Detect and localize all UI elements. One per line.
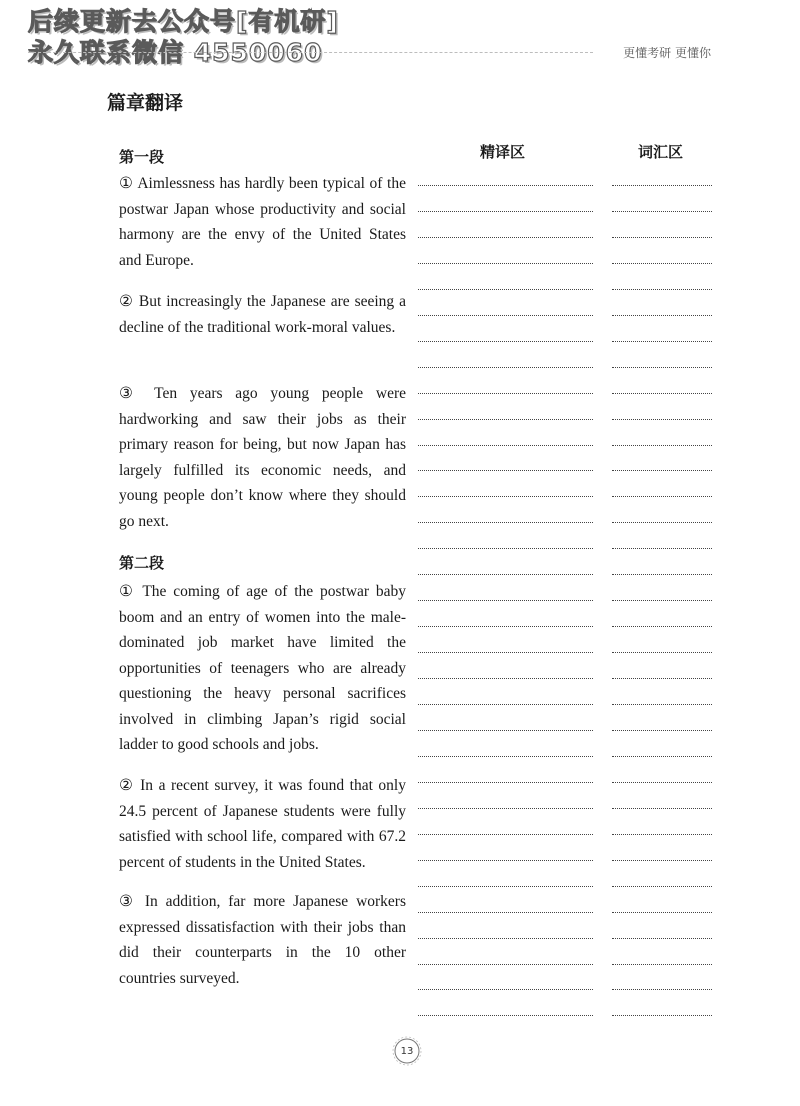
vocabulary-line (612, 808, 712, 809)
translation-line (418, 237, 593, 238)
vocabulary-line (612, 730, 712, 731)
translation-line (418, 445, 593, 446)
vocabulary-line (612, 964, 712, 965)
page-number: 13 (400, 1045, 414, 1057)
translation-line (418, 704, 593, 705)
vocabulary-line (612, 886, 712, 887)
paragraph-title: 第一段 (119, 148, 165, 166)
vocabulary-line (612, 522, 712, 523)
translation-line (418, 678, 593, 679)
vocabulary-line (612, 496, 712, 497)
translation-line (418, 834, 593, 835)
translation-line (418, 730, 593, 731)
header-slogan: 更懂考研 更懂你 (623, 46, 711, 60)
translation-line (418, 912, 593, 913)
translation-line (418, 964, 593, 965)
header-divider (28, 52, 593, 53)
translation-line (418, 574, 593, 575)
translation-line (418, 341, 593, 342)
translation-line (418, 315, 593, 316)
vocabulary-line (612, 574, 712, 575)
vocabulary-line (612, 237, 712, 238)
sentence-text: ① Aimlessness has hardly been typical of the postwar Japan whose productivity and social harmony are the envy of the United States and Europe. (119, 175, 406, 269)
vocabulary-line (612, 860, 712, 861)
vocabulary-line (612, 938, 712, 939)
watermark-line-1: 后续更新去公众号[有机研] (28, 7, 339, 36)
translation-line (418, 626, 593, 627)
vocabulary-line (612, 600, 712, 601)
sentence-text: ③ In addition, far more Japanese workers expressed dissatisfaction with their jobs than did their counterparts in the 10 other countries surveyed. (119, 893, 406, 987)
translation-line (418, 289, 593, 290)
paragraph-title: 第二段 (119, 554, 165, 572)
vocabulary-line (612, 756, 712, 757)
sentence-text: ② But increasingly the Japanese are seeing a decline of the traditional work-moral values. (119, 293, 406, 336)
vocabulary-line (612, 989, 712, 990)
sentence-text: ② In a recent survey, it was found that only 24.5 percent of Japanese students were fully satisfied with school life, compared with 67.2 percent of students in the United States. (119, 777, 406, 871)
translation-line (418, 756, 593, 757)
vocabulary-line (612, 626, 712, 627)
vocabulary-line (612, 1015, 712, 1016)
translation-line (418, 860, 593, 861)
vocabulary-line (612, 185, 712, 186)
section-title: 篇章翻译 (107, 92, 184, 114)
vocabulary-line (612, 367, 712, 368)
vocabulary-line (612, 419, 712, 420)
page-number-badge (392, 1036, 422, 1066)
translation-line (418, 185, 593, 186)
translation-line (418, 886, 593, 887)
translation-line (418, 419, 593, 420)
vocabulary-line (612, 263, 712, 264)
vocabulary-line (612, 289, 712, 290)
translation-line (418, 600, 593, 601)
vocabulary-line (612, 470, 712, 471)
translation-line (418, 470, 593, 471)
translation-line (418, 522, 593, 523)
vocabulary-line (612, 652, 712, 653)
vocabulary-line (612, 393, 712, 394)
vocabulary-line (612, 548, 712, 549)
column-heading-vocabulary: 词汇区 (638, 143, 684, 161)
translation-line (418, 263, 593, 264)
vocabulary-line (612, 678, 712, 679)
vocabulary-line (612, 445, 712, 446)
translation-line (418, 1015, 593, 1016)
vocabulary-line (612, 341, 712, 342)
translation-line (418, 808, 593, 809)
vocabulary-line (612, 704, 712, 705)
translation-line (418, 211, 593, 212)
translation-line (418, 652, 593, 653)
watermark (28, 6, 339, 68)
translation-line (418, 393, 593, 394)
vocabulary-line (612, 315, 712, 316)
watermark-line-2: 永久联系微信 4550060 (28, 38, 323, 67)
sentence-text: ③ Ten years ago young people were hardworking and saw their jobs as their primary reason for being, but now Japan has largely fulfilled its economic needs, and young people don’t know where they should go next. (119, 385, 406, 530)
translation-line (418, 548, 593, 549)
translation-line (418, 496, 593, 497)
vocabulary-line (612, 834, 712, 835)
translation-line (418, 367, 593, 368)
column-heading-translation: 精译区 (480, 143, 526, 161)
sentence-text: ① The coming of age of the postwar baby boom and an entry of women into the male-dominated job market have limited the opportunities of teenagers who are already questioning the heavy personal sacrifices involved in climbing Japan’s rigid social ladder to good schools and jobs. (119, 583, 406, 753)
translation-line (418, 782, 593, 783)
translation-line (418, 989, 593, 990)
vocabulary-line (612, 912, 712, 913)
translation-line (418, 938, 593, 939)
vocabulary-line (612, 211, 712, 212)
vocabulary-line (612, 782, 712, 783)
